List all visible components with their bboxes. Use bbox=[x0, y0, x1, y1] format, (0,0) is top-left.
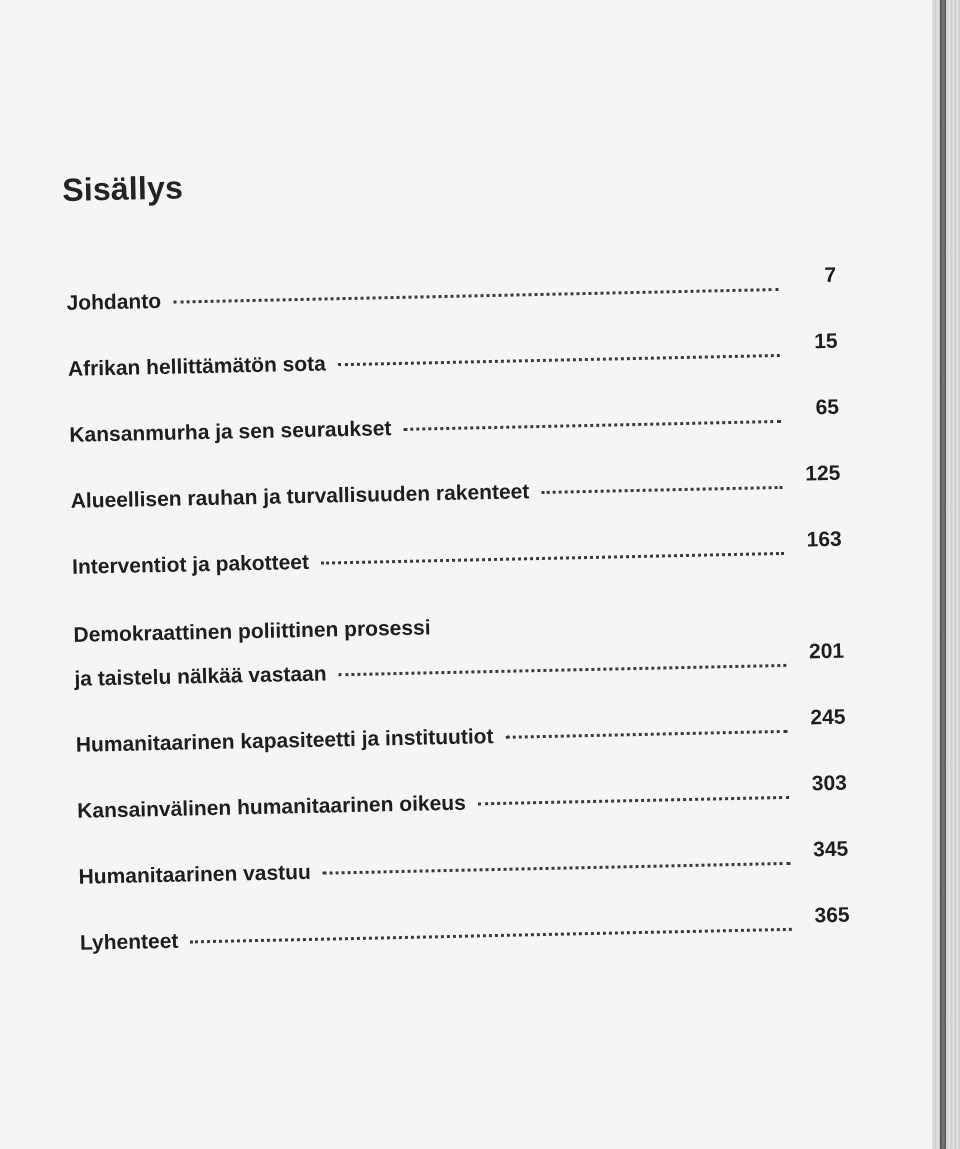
dot-leader bbox=[173, 288, 778, 304]
toc-entry-label: Humanitaarinen vastuu bbox=[78, 860, 312, 889]
toc-page-number: 365 bbox=[814, 903, 850, 928]
toc-page-number: 245 bbox=[810, 705, 846, 730]
toc-entry-label: Johdanto bbox=[66, 289, 162, 315]
toc-page-number: 15 bbox=[813, 329, 838, 354]
dot-leader bbox=[339, 664, 787, 676]
toc-entry-label: Kansanmurha ja sen seuraukset bbox=[69, 417, 392, 447]
dot-leader bbox=[541, 486, 782, 494]
dot-leader bbox=[323, 862, 791, 875]
page-title: Sisällys bbox=[61, 169, 184, 208]
toc-page-number: 125 bbox=[805, 461, 841, 486]
toc-page-number: 345 bbox=[812, 837, 849, 862]
toc-entry-label: Kansainvälinen humanitaarinen oikeus bbox=[76, 791, 467, 823]
dot-leader bbox=[338, 354, 780, 366]
toc-page-number: 303 bbox=[811, 771, 848, 796]
toc-list bbox=[66, 236, 851, 958]
dot-leader bbox=[478, 796, 789, 806]
toc-page-number: 201 bbox=[808, 639, 845, 664]
dot-leader bbox=[505, 730, 787, 739]
toc-entry-label: Afrikan hellittämätön sota bbox=[67, 352, 327, 381]
toc-page-number: 163 bbox=[806, 527, 842, 552]
toc-entry-demokraattinen-prosessi bbox=[72, 566, 844, 694]
toc-page-number: 7 bbox=[824, 263, 837, 288]
toc-entry-label: ja taistelu nälkää vastaan bbox=[74, 662, 327, 691]
toc-entry-label: Alueellisen rauhan ja turvallisuuden rakenteet bbox=[70, 480, 530, 513]
toc-entry-label: Humanitaarinen kapasiteetti ja instituutiot bbox=[75, 725, 494, 757]
toc-entry-label: Lyhenteet bbox=[79, 929, 179, 955]
toc-entry-label: Interventiot ja pakotteet bbox=[71, 550, 310, 579]
dot-leader bbox=[321, 552, 784, 565]
dot-leader bbox=[403, 420, 781, 431]
dot-leader bbox=[190, 928, 792, 944]
toc-entry-label-line1: Demokraattinen poliittinen prosessi bbox=[73, 616, 431, 647]
toc-page-number: 65 bbox=[815, 395, 840, 420]
